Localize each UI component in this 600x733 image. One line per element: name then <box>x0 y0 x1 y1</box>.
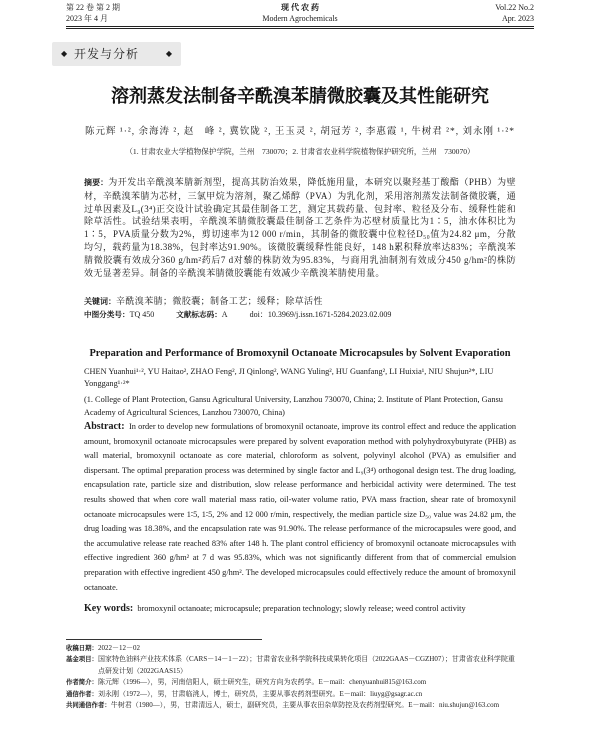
abstract-text-en: In order to develop new formulations of bromoxynil octanoate, improve its control effect and reduce the application amount, bromoxynil octanoate microcapsules were prepared by solvent evaporation method with polyhydroxybutyrate (PHB) as wall material, bromoxynil octanoate as core material, chloroform as solvent, polyvinyl alcohol (PVA) as emulsifier and dispersant. The optimal preparation process was determined by single factor and L₉(3⁴) orthogonal design test. The drug loading, encapsulation rate, particle size and distribution, slow release performance and herbicidal activity were determined. The test results showed that when core wall material mass ratio, oil-water volume ratio, PVA mass fraction, shear rate of bromoxynil octanoate microcapsules were 1∶5, 1∶5, 2% and 12 000 r/min, respectively, the median particle size D₅₀ value was 24.82 μm, the drug loading was 18.38%, and the encapsulation rate was 91.90%. The release performance of the microcapsules were good, and the accumulative release rate reached 83% after 148 h. The plant control efficiency of bromoxynil octanoate microcapsules with effective ingredient 360 g/hm² at 7 d was 95.83%, which was not significantly different from that of commercial emulsion preparation with effective ingredient 450 g/hm². The developed microcapsules could effectively reduce the amount of bromoxynil octanoate. <box>84 422 516 592</box>
footnote-label: 基金项目： <box>66 655 98 664</box>
clc-label: 中图分类号： <box>84 310 130 319</box>
diamond-icon: ◆ <box>165 49 172 58</box>
footnote-label: 收稿日期： <box>66 644 98 652</box>
abstract-en <box>84 420 516 595</box>
section-label-text: 开发与分析 <box>74 47 140 61</box>
header-rule-bottom <box>66 28 534 29</box>
document-code-value: A <box>221 310 228 319</box>
clc-value: TQ 450 <box>129 310 155 319</box>
running-header-top <box>66 3 534 13</box>
affiliation-en: (1. College of Plant Protection, Gansu Agricultural University, Lanzhou 730070, China; 2. Institute of Plant Protection, Gansu Academy of Agricultural Sciences, Lanzhou 730070, China) <box>84 395 503 417</box>
abstract-text-zh: 为开发出辛酰溴苯腈新剂型，提高其防治效果，降低施用量，本研究以聚羟基丁酸酯（PHB）为壁材，辛酰溴苯腈为芯材，三氯甲烷为溶剂，聚乙烯醇（PVA）为乳化剂，采用溶剂蒸发法制备微胶囊，通过单因素及L₉(3⁴)正交设计试验确定其最佳制备工艺，测定其载药量、包封率、粒径及分布、缓释性能和除草活性。试验结果表明，辛酰溴苯腈微胶囊最佳制备工艺条件为芯壁材质量比为1∶5，油水体积比为1∶5，PVA质量分数为2%，剪切速率为12 000 r/min，其制备的微胶囊中位粒径D₅₀值为24.82 μm，分散均匀，载药量为18.38%，包封率达91.90%。该微胶囊缓释性能良好，148 h累积释放率达83%；辛酰溴苯腈微胶囊有效成分360 g/hm²药后7 d对藜的株防效为95.83%，与商用乳油制剂有效成分450 g/hm²的株防效无显著差异。制备的辛酰溴苯腈微胶囊能有效减少辛酰溴苯腈使用量。 <box>84 177 516 278</box>
keywords-label-en: Key words: <box>84 603 134 614</box>
footnote-label: 作者简介： <box>66 678 98 687</box>
footnotes <box>66 643 536 711</box>
issue-zh: 第 22 卷 第 2 期 <box>66 3 120 12</box>
footnote-funding <box>66 654 536 677</box>
document-code-label: 文献标志码： <box>176 310 222 319</box>
paper-title-zh: 溶剂蒸发法制备辛酰溴苯腈微胶囊及其性能研究 <box>111 86 489 107</box>
keywords-text-en: bromoxynil octanoate; microcapsule; preparation technology; slowly release; weed control activity <box>137 604 466 613</box>
clc-number <box>84 310 154 319</box>
authors-en: CHEN Yuanhui¹·², YU Haitao², ZHAO Feng², JI Qinlong², WANG Yuling², HU Guanfang², LI Huixia¹, NIU Shujun²*, LIU Yonggang¹·²* <box>84 367 494 388</box>
keywords-en <box>84 603 516 614</box>
date-zh: 2023 年 4 月 <box>66 14 108 23</box>
paper-title-en: Preparation and Performance of Bromoxynil Octanoate Microcapsules by Solvent Evaporation <box>89 348 511 359</box>
diamond-icon: ◆ <box>61 49 68 58</box>
footnote-received <box>66 643 536 654</box>
authors-zh: 陈元辉 ¹·², 余海涛 ², 赵 峰 ², 冀钦陇 ², 王玉灵 ², 胡冠芳 ², 李惠霞 ¹, 牛树君 ²*, 刘永刚 ¹·²* <box>84 127 516 137</box>
footnote-text: 陈元辉（1996—），男，河南信阳人，硕士研究生，研究方向为农药学。E－mail：chenyuanhui815@163.com <box>97 678 427 687</box>
keywords-label-zh: 关键词： <box>84 297 116 306</box>
keywords-text-zh: 辛酰溴苯腈；微胶囊；制备工艺；缓释；除草活性 <box>116 296 323 306</box>
running-header-bottom <box>66 14 534 24</box>
doi-value: 10.3969/j.issn.1671-5284.2023.02.009 <box>267 310 392 319</box>
header-rule-top <box>66 26 534 27</box>
affiliation-zh: （1. 甘肃农业大学植物保护学院，兰州 730070；2. 甘肃省农业科学院植物保护研究所，兰州 730070） <box>125 147 475 156</box>
document-code <box>176 310 227 319</box>
footnote-co-corresponding <box>66 700 536 711</box>
footnote-label: 共同通信作者： <box>66 701 111 710</box>
journal-name-en: Modern Agrochemicals <box>262 14 338 23</box>
abstract-label-zh: 摘要： <box>84 178 109 187</box>
classification-line <box>84 309 411 320</box>
footnote-text: 刘永刚（1972—），男，甘肃临洮人，博士，研究员，主要从事农药剂型研究。E－mail：liuyg@gsagr.ac.cn <box>97 689 423 698</box>
footnote-label: 通信作者： <box>66 689 98 698</box>
doi <box>250 310 392 319</box>
footnote-author-bio <box>66 677 536 688</box>
abstract-label-en: Abstract: <box>84 421 125 432</box>
journal-name-zh: 现 代 农 药 <box>281 3 319 12</box>
footnote-rule <box>66 639 262 640</box>
abstract-zh <box>84 176 516 279</box>
keywords-zh <box>84 294 323 307</box>
volume-en: Vol.22 No.2 <box>495 3 534 12</box>
footnote-corresponding <box>66 689 536 700</box>
doi-label: doi： <box>249 310 268 319</box>
footnote-text: 2022－12－02 <box>97 644 140 652</box>
section-label <box>52 42 181 66</box>
footnote-text: 国家特色油料产业技术体系（CARS－14－1－22）；甘肃省农业科学院科技成果转化项目（2022GAAS－CGZH07）；甘肃省农业科学院重 点研发计划（2022GAAS15） <box>97 655 515 675</box>
footnote-text: 牛树君（1980—），男，甘肃清远人，硕士，副研究员，主要从事农田杂草防控及农药剂型研究。E－mail：niu.shujun@163.com <box>110 701 500 710</box>
date-en: Apr. 2023 <box>502 14 534 23</box>
